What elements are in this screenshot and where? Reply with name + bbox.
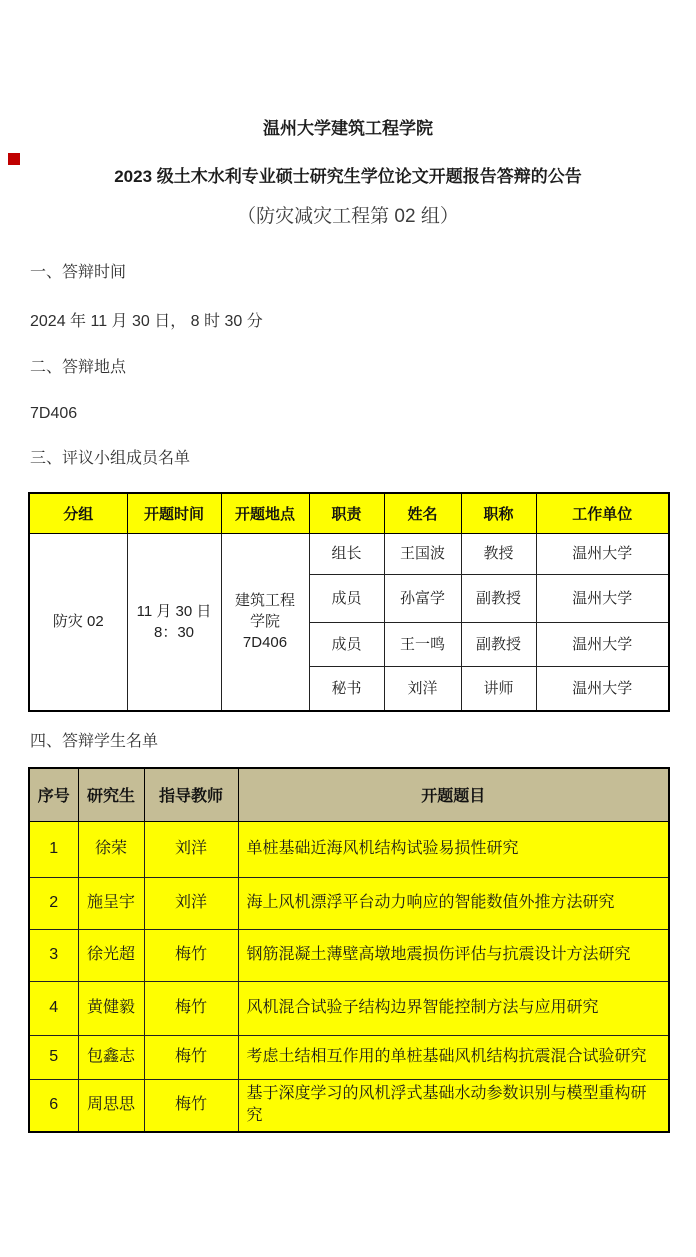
student-advisor: 刘洋	[144, 821, 238, 877]
committee-header-title: 职称	[461, 493, 536, 533]
group-subtitle: （防灾减灾工程第 02 组）	[237, 206, 459, 227]
student-advisor: 梅竹	[144, 929, 238, 981]
document-subtitle-announcement: 2023 级土木水利专业硕士研究生学位论文开题报告答辩的公告	[114, 167, 582, 186]
student-topic: 海上风机漂浮平台动力响应的智能数值外推方法研究	[238, 877, 669, 929]
student-no: 6	[29, 1079, 78, 1132]
student-advisor: 梅竹	[144, 981, 238, 1035]
defense-place-value: 7D406	[30, 405, 78, 422]
committee-header-group: 分组	[29, 493, 127, 533]
student-no: 3	[29, 929, 78, 981]
member-name: 孙富学	[384, 574, 461, 622]
committee-header-name: 姓名	[384, 493, 461, 533]
member-name: 刘洋	[384, 666, 461, 711]
students-table	[28, 767, 670, 1133]
committee-time-cell	[127, 533, 221, 711]
committee-header-place: 开题地点	[221, 493, 309, 533]
member-title: 教授	[461, 533, 536, 574]
committee-place-line: 学院	[249, 613, 280, 631]
student-row	[29, 1079, 669, 1132]
member-affiliation: 温州大学	[536, 574, 669, 622]
students-header-advisor: 指导教师	[144, 768, 238, 821]
defense-time-heading: 一、答辩时间	[30, 264, 127, 281]
committee-group-cell: 防灾 02	[29, 533, 127, 711]
member-name: 王一鸣	[384, 622, 461, 666]
students-section-heading: 四、答辩学生名单	[30, 733, 159, 750]
student-name: 周思思	[78, 1079, 144, 1132]
committee-table	[28, 492, 670, 712]
student-no: 5	[29, 1035, 78, 1079]
announcement-document	[0, 118, 696, 1133]
student-topic: 风机混合试验子结构边界智能控制方法与应用研究	[238, 981, 669, 1035]
students-header-no: 序号	[29, 768, 78, 821]
student-no: 1	[29, 821, 78, 877]
students-header-student: 研究生	[78, 768, 144, 821]
member-affiliation: 温州大学	[536, 666, 669, 711]
student-row	[29, 929, 669, 981]
committee-place-cell	[221, 533, 309, 711]
member-name: 王国波	[384, 533, 461, 574]
committee-time-line: 8：30	[153, 623, 195, 641]
students-header-row	[29, 768, 669, 821]
committee-row	[29, 533, 669, 574]
student-no: 4	[29, 981, 78, 1035]
member-role: 秘书	[309, 666, 384, 711]
student-advisor: 刘洋	[144, 877, 238, 929]
student-row	[29, 1035, 669, 1079]
student-name: 黄健毅	[78, 981, 144, 1035]
committee-header-row	[29, 493, 669, 533]
committee-time-line: 11 月 30 日	[136, 602, 212, 620]
defense-place-heading: 二、答辩地点	[30, 359, 127, 376]
student-name: 包鑫志	[78, 1035, 144, 1079]
member-affiliation: 温州大学	[536, 622, 669, 666]
member-role: 成员	[309, 622, 384, 666]
student-name: 徐光超	[78, 929, 144, 981]
student-name: 徐荣	[78, 821, 144, 877]
student-row	[29, 981, 669, 1035]
student-row	[29, 821, 669, 877]
committee-header-time: 开题时间	[127, 493, 221, 533]
member-title: 讲师	[461, 666, 536, 711]
student-topic: 考虑土结相互作用的单桩基础风机结构抗震混合试验研究	[238, 1035, 669, 1079]
committee-place-line: 7D406	[242, 634, 288, 652]
document-title: 温州大学建筑工程学院	[263, 119, 433, 138]
member-role: 组长	[309, 533, 384, 574]
student-advisor: 梅竹	[144, 1035, 238, 1079]
student-advisor: 梅竹	[144, 1079, 238, 1132]
member-role: 成员	[309, 574, 384, 622]
committee-place-line: 建筑工程	[234, 592, 295, 610]
member-title: 副教授	[461, 574, 536, 622]
student-topic: 基于深度学习的风机浮式基础水动参数识别与模型重构研究	[238, 1079, 669, 1132]
committee-header-affiliation: 工作单位	[536, 493, 669, 533]
member-affiliation: 温州大学	[536, 533, 669, 574]
student-name: 施呈宇	[78, 877, 144, 929]
red-square-marker	[8, 153, 20, 165]
committee-section-heading: 三、评议小组成员名单	[30, 450, 191, 467]
student-no: 2	[29, 877, 78, 929]
student-topic: 钢筋混凝土薄壁高墩地震损伤评估与抗震设计方法研究	[238, 929, 669, 981]
committee-header-role: 职责	[309, 493, 384, 533]
defense-time-value: 2024 年 11 月 30 日， 8 时 30 分	[30, 313, 263, 330]
student-topic: 单桩基础近海风机结构试验易损性研究	[238, 821, 669, 877]
student-row	[29, 877, 669, 929]
member-title: 副教授	[461, 622, 536, 666]
students-header-topic: 开题题目	[238, 768, 669, 821]
